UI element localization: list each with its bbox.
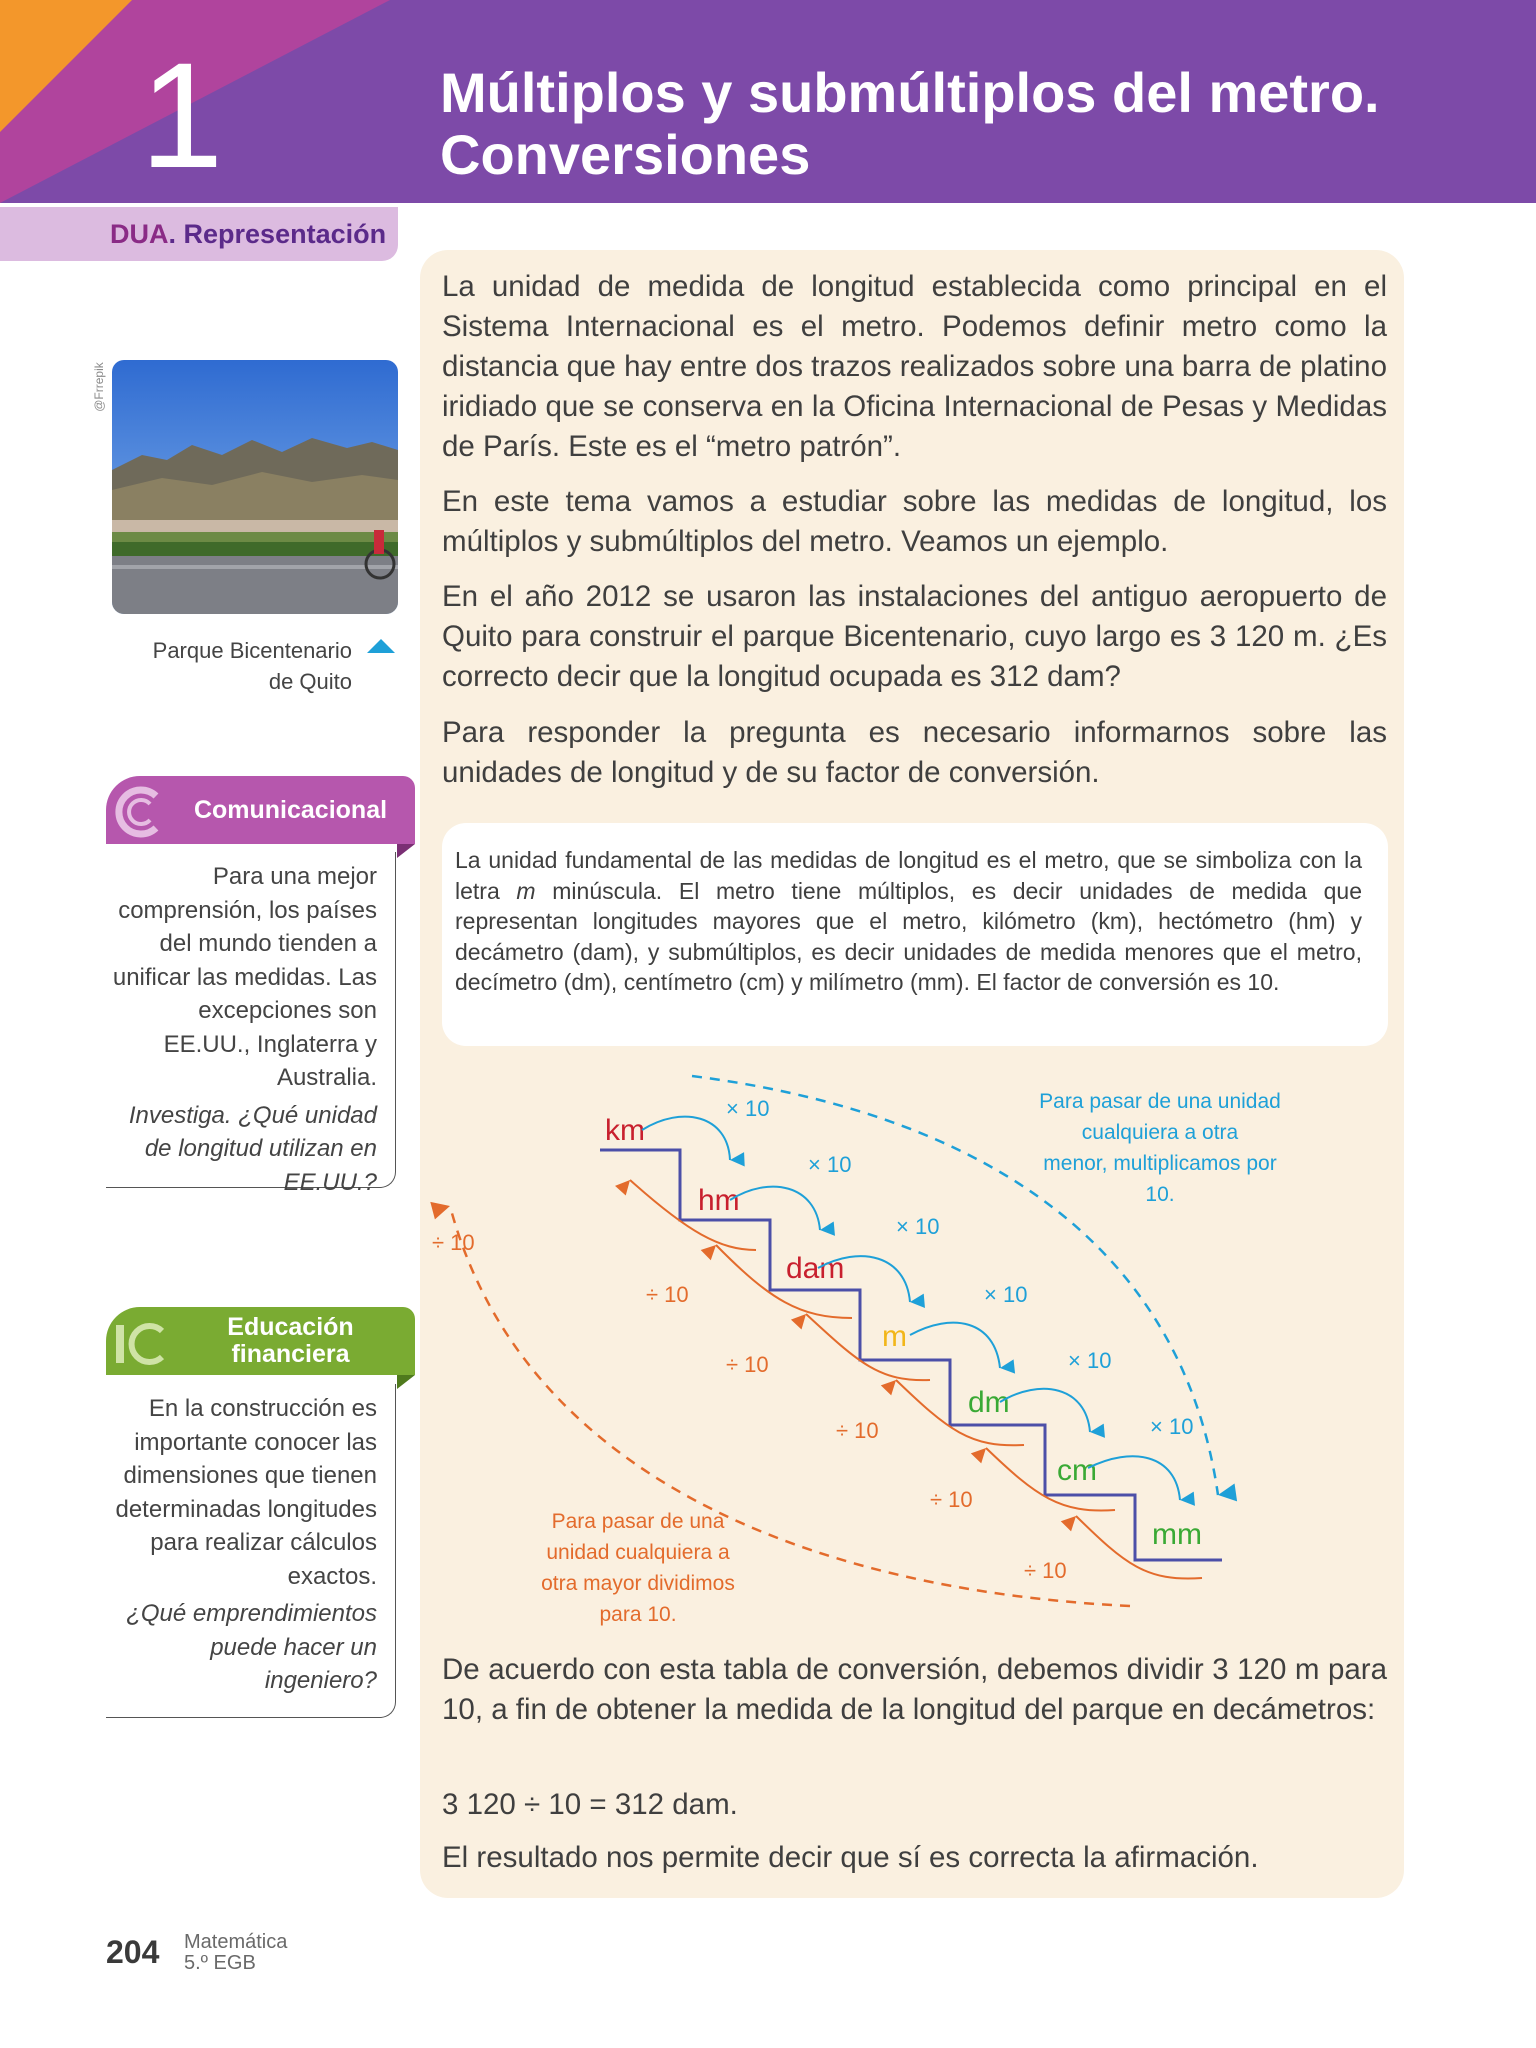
dua-tab <box>0 207 398 261</box>
comunicacional-fold <box>397 844 415 858</box>
unit-m: m <box>882 1320 907 1353</box>
definition-text-end: minúscula. El metro tiene múltiplos, es decir unidades de medida que representan longitudes mayores que el metro, kilómetro (km), hectómetro (hm) y decámetro (dam), y submúltiplos, es decir unidades de medida menores que el metro, decímetro (dm), centímetro (cm) y milímetro (mm). El factor de conversión es 10. <box>455 877 1362 995</box>
multiply-note-line-3: menor, multiplicamos por <box>1043 1152 1277 1175</box>
unit-dm: dm <box>968 1386 1010 1419</box>
divide-label: ÷ 10 <box>432 1230 475 1255</box>
financiera-text: En la construcción es importante conocer las dimensiones que tienen determinadas longitudes para realizar cálculos exactos. <box>115 1395 377 1590</box>
comunicacional-text: Para una mejor comprensión, los países del mundo tienden a unificar las medidas. Las excepciones son EE.UU., Inglaterra y Australia. <box>112 863 377 1091</box>
financiera-fold <box>397 1375 415 1389</box>
photo-caption-line-1: Parque Bicentenario <box>152 638 352 663</box>
paragraph-conversion-need: Para responder la pregunta es necesario informarnos sobre las unidades de longitud y de su factor de conversión. <box>442 716 1387 789</box>
paragraph-metro-definition: La unidad de medida de longitud establecida como principal en el Sistema Internacional es el metro. Podemos definir metro como la distancia que hay entre dos trazos realizados sobre una barra de platino iridiado que se conserva en la Oficina Internacional de Pesas y Medidas de París. Este es el “metro patrón”. <box>442 270 1387 463</box>
paragraph-conversion-step: De acuerdo con esta tabla de conversión, debemos dividir 3 120 m para 10, a fin de obtener la medida de la longitud del parque en decámetros: <box>442 1653 1387 1726</box>
definition-text-start: La unidad fundamental de las medidas de longitud es el metro, que se simboliza con la letra <box>455 847 1362 904</box>
multiply-arrow <box>1088 1456 1180 1500</box>
definition-box <box>442 823 1388 1046</box>
multiply-note-line-4: 10. <box>1145 1183 1175 1206</box>
multiply-note-line-2: cualquiera a otra <box>1081 1121 1239 1144</box>
multiply-label: × 10 <box>1068 1348 1112 1373</box>
park-photo <box>112 360 398 614</box>
multiply-arrow <box>730 1187 820 1230</box>
divide-label: ÷ 10 <box>1024 1558 1067 1583</box>
financiera-title <box>176 1307 405 1375</box>
paragraph-topic-intro: En este tema vamos a estudiar sobre las medidas de longitud, los múltiplos y submúltiplos del metro. Veamos un ejemplo. <box>442 485 1387 558</box>
comunicacional-body <box>106 852 396 1196</box>
dua-label: Representación <box>176 219 387 249</box>
title-line-2: Conversiones <box>440 123 811 186</box>
conclusion-text: El resultado nos permite decir que sí es correcta la afirmación. <box>442 1841 1259 1874</box>
definition-symbol: m <box>516 877 536 904</box>
header-orange-shape <box>0 0 132 132</box>
unit-hm: hm <box>698 1184 740 1217</box>
unit-dam: dam <box>786 1252 845 1285</box>
photo-caption <box>112 635 352 697</box>
financiera-logo-icon <box>110 1313 170 1373</box>
multiply-label: × 10 <box>808 1152 852 1177</box>
comunicacional-title: Comunicacional <box>193 795 388 824</box>
financiera-tab <box>106 1307 415 1375</box>
unit-cm: cm <box>1057 1454 1097 1487</box>
title-line-1: Múltiplos y submúltiplos del metro. <box>440 61 1380 124</box>
multiply-label: × 10 <box>984 1282 1028 1307</box>
park-photo-image <box>112 360 398 614</box>
page-number: 204 <box>106 1934 160 1970</box>
unit-mm: mm <box>1152 1518 1202 1551</box>
comunicacional-question: Investiga. ¿Qué unidad de longitud utilizan en EE.UU.? <box>128 1101 377 1196</box>
footer-subject <box>184 1932 287 1974</box>
unit-km: km <box>605 1114 645 1147</box>
multiply-arrow <box>642 1117 730 1160</box>
footer-subject-name: Matemática <box>184 1931 288 1953</box>
unit-header <box>0 0 1536 203</box>
conversion-staircase-diagram <box>420 1050 1404 1630</box>
triangle-pointer-icon <box>366 638 396 654</box>
comunicacional-tab <box>106 776 415 844</box>
photo-caption-line-2: de Quito <box>268 669 352 694</box>
divide-label: ÷ 10 <box>930 1487 973 1512</box>
unit-number: 1 <box>140 31 224 199</box>
comunicacional-logo-icon <box>110 782 170 842</box>
multiply-note-line-1: Para pasar de una unidad <box>1039 1090 1281 1113</box>
divide-label: ÷ 10 <box>836 1418 879 1443</box>
photo-credit-text: @Frrepik <box>91 362 106 412</box>
dua-separator: . <box>168 219 177 249</box>
financiera-body <box>106 1384 396 1718</box>
divide-note-line-3: otra mayor dividimos <box>541 1572 735 1595</box>
dua-prefix: DUA <box>110 219 169 249</box>
divide-label: ÷ 10 <box>646 1282 689 1307</box>
financiera-title-line-2: financiera <box>231 1340 350 1368</box>
divide-note-line-4: para 10. <box>599 1603 677 1626</box>
photo-credit <box>91 360 114 420</box>
conversion-equation: 3 120 ÷ 10 = 312 dam. <box>442 1788 738 1821</box>
divide-note-line-2: unidad cualquiera a <box>546 1541 730 1564</box>
divide-label: ÷ 10 <box>726 1352 769 1377</box>
divide-note-line-1: Para pasar de una <box>551 1510 725 1533</box>
paragraph-park-example: En el año 2012 se usaron las instalaciones del antiguo aeropuerto de Quito para construir el parque Bicentenario, cuyo largo es 3 120 m. ¿Es correcto decir que la longitud ocupada es 312 dam? <box>442 580 1387 693</box>
financiera-question: ¿Qué emprendimientos puede hacer un ingeniero? <box>126 1600 377 1694</box>
financiera-title-line-1: Educación <box>227 1313 354 1341</box>
multiply-label: × 10 <box>726 1096 770 1121</box>
footer-grade: 5.º EGB <box>184 1952 256 1974</box>
divide-arrow <box>806 1314 930 1380</box>
multiply-label: × 10 <box>896 1214 940 1239</box>
multiply-label: × 10 <box>1150 1414 1194 1439</box>
page-title <box>440 62 1500 186</box>
